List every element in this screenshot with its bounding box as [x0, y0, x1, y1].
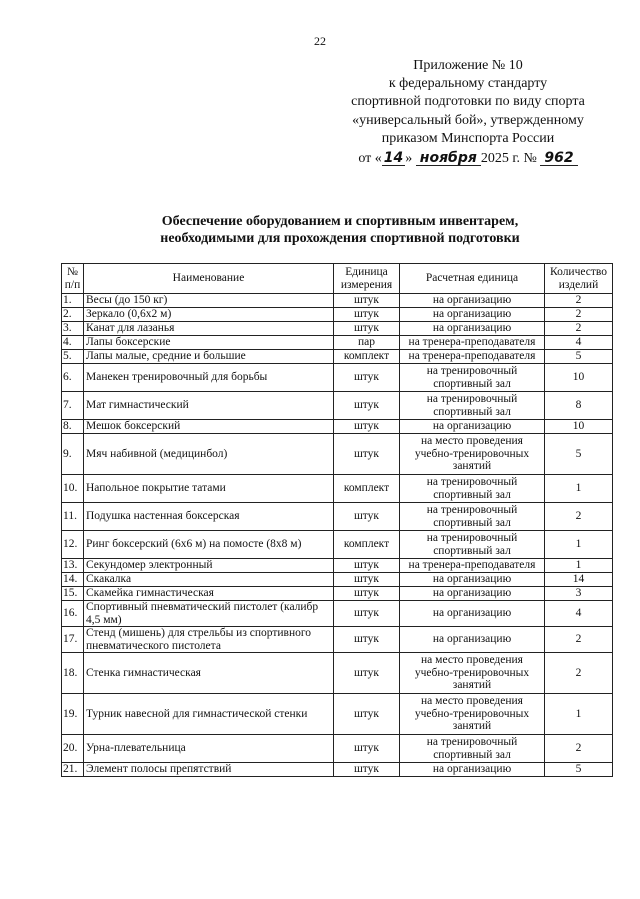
row-name: Стенд (мишень) для стрельбы из спортивного пневматического пистолета	[84, 627, 334, 653]
table-row	[62, 308, 613, 322]
row-qty: 2	[545, 294, 613, 308]
row-calc: на тренера-преподавателя	[400, 350, 545, 364]
table-header-row	[62, 264, 613, 294]
row-unit: штук	[334, 503, 400, 531]
row-qty: 1	[545, 475, 613, 503]
row-qty: 1	[545, 694, 613, 735]
row-calc: на место проведения учебно-тренировочных занятий	[400, 434, 545, 475]
row-unit: комплект	[334, 475, 400, 503]
row-num: 21.	[62, 763, 84, 777]
row-name: Скакалка	[84, 573, 334, 587]
row-calc: на тренировочный спортивный зал	[400, 735, 545, 763]
table-row	[62, 573, 613, 587]
row-qty: 2	[545, 653, 613, 694]
row-unit: штук	[334, 694, 400, 735]
row-qty: 1	[545, 531, 613, 559]
table-row	[62, 322, 613, 336]
table-row	[62, 653, 613, 694]
table-row	[62, 735, 613, 763]
row-qty: 1	[545, 559, 613, 573]
row-name: Лапы малые, средние и большие	[84, 350, 334, 364]
title-line-1: Обеспечение оборудованием и спортивным инвентарем,	[161, 214, 519, 229]
row-unit: штук	[334, 364, 400, 392]
row-num: 10.	[62, 475, 84, 503]
row-name: Спортивный пневматический пистолет (калибр 4,5 мм)	[84, 601, 334, 627]
table-row	[62, 350, 613, 364]
equipment-table	[61, 263, 613, 777]
row-calc: на организацию	[400, 308, 545, 322]
row-qty: 5	[545, 350, 613, 364]
table-row	[62, 587, 613, 601]
row-calc: на место проведения учебно-тренировочных занятий	[400, 694, 545, 735]
header-unit: Единица измерения	[334, 264, 400, 294]
header-calc: Расчетная единица	[400, 264, 545, 294]
row-qty: 3	[545, 587, 613, 601]
row-calc: на тренировочный спортивный зал	[400, 392, 545, 420]
row-name: Скамейка гимнастическая	[84, 587, 334, 601]
date-mid: »	[405, 151, 413, 167]
row-num: 11.	[62, 503, 84, 531]
row-num: 13.	[62, 559, 84, 573]
row-num: 6.	[62, 364, 84, 392]
row-name: Подушка настенная боксерская	[84, 503, 334, 531]
table-row	[62, 503, 613, 531]
row-unit: штук	[334, 735, 400, 763]
row-unit: штук	[334, 420, 400, 434]
row-num: 12.	[62, 531, 84, 559]
row-unit: штук	[334, 601, 400, 627]
row-name: Элемент полосы препятствий	[84, 763, 334, 777]
header-num: № п/п	[62, 264, 84, 294]
table-row	[62, 627, 613, 653]
row-name: Зеркало (0,6х2 м)	[84, 308, 334, 322]
row-num: 20.	[62, 735, 84, 763]
row-calc: на организацию	[400, 587, 545, 601]
row-num: 2.	[62, 308, 84, 322]
appendix-line-1: Приложение № 10	[413, 58, 523, 73]
row-name: Ринг боксерский (6х6 м) на помосте (8х8 м)	[84, 531, 334, 559]
row-qty: 2	[545, 308, 613, 322]
appendix-line-5: приказом Минспорта России	[381, 130, 555, 146]
table-row	[62, 601, 613, 627]
row-unit: штук	[334, 559, 400, 573]
row-unit: штук	[334, 763, 400, 777]
row-num: 4.	[62, 336, 84, 350]
row-calc: на тренера-преподавателя	[400, 559, 545, 573]
row-calc: на место проведения учебно-тренировочных занятий	[400, 653, 545, 694]
row-calc: на организацию	[400, 763, 545, 777]
row-calc: на тренировочный спортивный зал	[400, 531, 545, 559]
row-unit: штук	[334, 653, 400, 694]
row-num: 7.	[62, 392, 84, 420]
row-qty: 10	[545, 420, 613, 434]
row-num: 8.	[62, 420, 84, 434]
row-num: 16.	[62, 601, 84, 627]
row-qty: 2	[545, 735, 613, 763]
handwritten-order-number: 962	[540, 151, 577, 166]
appendix-line-4: «универсальный бой», утвержденному	[352, 112, 584, 128]
appendix-block	[330, 57, 606, 168]
row-calc: на организацию	[400, 294, 545, 308]
row-unit: штук	[334, 322, 400, 336]
row-name: Мешок боксерский	[84, 420, 334, 434]
handwritten-day: 14	[383, 150, 404, 167]
table-row	[62, 364, 613, 392]
row-name: Манекен тренировочный для борьбы	[84, 364, 334, 392]
row-unit: комплект	[334, 350, 400, 364]
table-row	[62, 694, 613, 735]
row-num: 15.	[62, 587, 84, 601]
row-unit: штук	[334, 434, 400, 475]
table-row	[62, 763, 613, 777]
row-qty: 4	[545, 336, 613, 350]
row-calc: на организацию	[400, 322, 545, 336]
row-calc: на тренировочный спортивный зал	[400, 503, 545, 531]
header-name: Наименование	[84, 264, 334, 294]
table-row	[62, 420, 613, 434]
row-calc: на тренировочный спортивный зал	[400, 364, 545, 392]
row-num: 14.	[62, 573, 84, 587]
table-row	[62, 434, 613, 475]
handwritten-month: ноября	[416, 151, 481, 166]
appendix-date-line	[330, 150, 606, 168]
row-name: Лапы боксерские	[84, 336, 334, 350]
table-row	[62, 475, 613, 503]
row-name: Канат для лазанья	[84, 322, 334, 336]
appendix-line-2: к федеральному стандарту	[388, 76, 548, 92]
date-year-suffix: 2025 г. №	[480, 151, 537, 167]
row-name: Мат гимнастический	[84, 392, 334, 420]
row-name: Стенка гимнастическая	[84, 653, 334, 694]
row-unit: штук	[334, 308, 400, 322]
row-unit: штук	[334, 587, 400, 601]
table-row	[62, 392, 613, 420]
row-num: 3.	[62, 322, 84, 336]
row-qty: 5	[545, 434, 613, 475]
row-qty: 2	[545, 503, 613, 531]
row-num: 9.	[62, 434, 84, 475]
title-line-2: необходимыми для прохождения спортивной подготовки	[160, 231, 520, 246]
row-num: 19.	[62, 694, 84, 735]
header-qty: Количество изделий	[545, 264, 613, 294]
row-unit: штук	[334, 627, 400, 653]
row-num: 18.	[62, 653, 84, 694]
date-prefix: от «	[358, 151, 382, 167]
row-qty: 2	[545, 627, 613, 653]
row-name: Весы (до 150 кг)	[84, 294, 334, 308]
row-qty: 2	[545, 322, 613, 336]
row-unit: штук	[334, 573, 400, 587]
row-calc: на тренировочный спортивный зал	[400, 475, 545, 503]
table-row	[62, 531, 613, 559]
row-num: 17.	[62, 627, 84, 653]
table-row	[62, 559, 613, 573]
row-name: Турник навесной для гимнастической стенки	[84, 694, 334, 735]
table-row	[62, 294, 613, 308]
row-calc: на организацию	[400, 627, 545, 653]
appendix-line-3: спортивной подготовки по виду спорта	[351, 94, 585, 110]
row-calc: на тренера-преподавателя	[400, 336, 545, 350]
row-qty: 14	[545, 573, 613, 587]
row-unit: штук	[334, 392, 400, 420]
document-title	[0, 213, 640, 247]
row-name: Напольное покрытие татами	[84, 475, 334, 503]
row-unit: штук	[334, 294, 400, 308]
row-calc: на организацию	[400, 601, 545, 627]
table-row	[62, 336, 613, 350]
row-num: 5.	[62, 350, 84, 364]
row-unit: пар	[334, 336, 400, 350]
row-unit: комплект	[334, 531, 400, 559]
row-name: Секундомер электронный	[84, 559, 334, 573]
row-name: Урна-плевательница	[84, 735, 334, 763]
row-num: 1.	[62, 294, 84, 308]
row-qty: 10	[545, 364, 613, 392]
row-name: Мяч набивной (медицинбол)	[84, 434, 334, 475]
row-qty: 4	[545, 601, 613, 627]
row-qty: 5	[545, 763, 613, 777]
row-qty: 8	[545, 392, 613, 420]
row-calc: на организацию	[400, 573, 545, 587]
row-calc: на организацию	[400, 420, 545, 434]
page-number: 22	[314, 34, 326, 48]
